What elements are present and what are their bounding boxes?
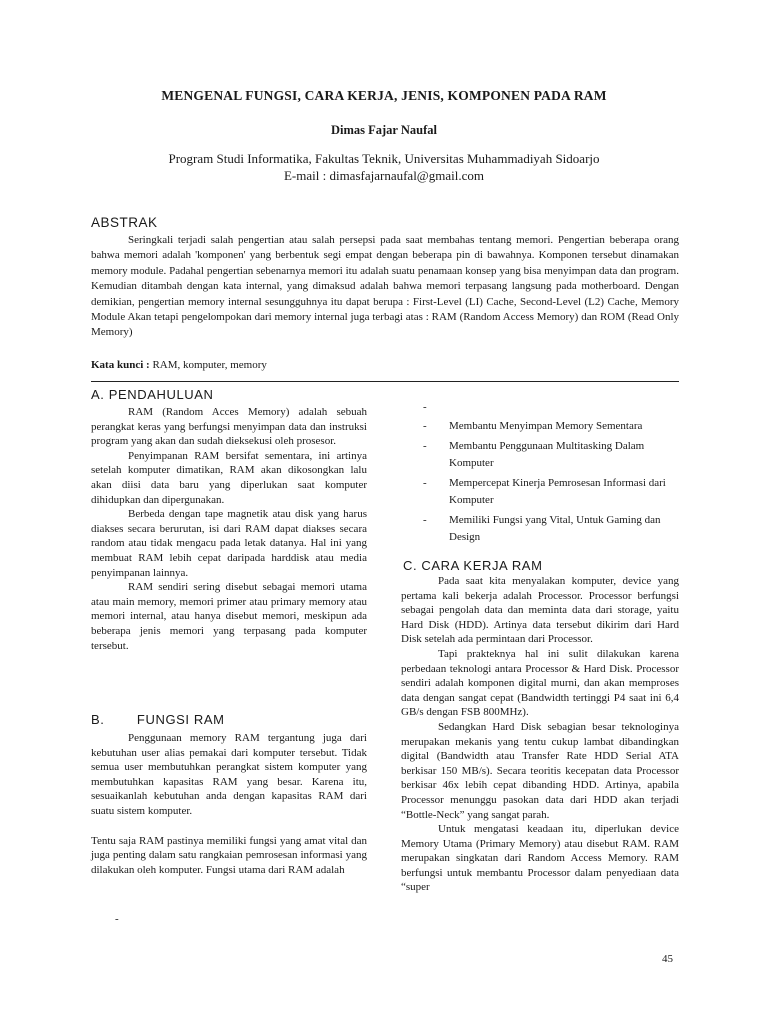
keywords <box>91 359 267 371</box>
list-dash: - <box>423 401 427 413</box>
section-a-paragraph: Penyimpanan RAM bersifat sementara, ini artinya setelah komputer dimatikan, RAM akan dikosongkan lalu akan diisi data baru yang diperlukan saat komputer dihidupkan dan dipergunakan. <box>91 449 367 506</box>
section-a-heading: A. PENDAHULUAN <box>91 387 214 402</box>
affiliation-block <box>0 150 768 184</box>
author-name: Dimas Fajar Naufal <box>330 123 437 137</box>
list-item <box>423 418 683 436</box>
page-number: 45 <box>662 953 673 965</box>
section-c-paragraph: Pada saat kita menyalakan komputer, device yang pertama kali bekerja adalah Processor. Processor berfungsi sebagai pengolah data dan meminta data dari storage, yaitu Hard Disk (HDD). Artinya data tersebut dikirim dari Hard Disk setelah ada permintaan dari Processor. <box>401 575 679 646</box>
section-b-number: B. <box>91 712 105 727</box>
list-item-text: Memiliki Fungsi yang Vital, Untuk Gaming dan Design <box>449 513 661 543</box>
list-item-text: Membantu Menyimpan Memory Sementara <box>449 420 643 432</box>
section-b-paragraph: Tentu saja RAM pastinya memiliki fungsi yang amat vital dan juga penting dalam satu rangkaian pemrosesan informasi yang dilakukan oleh komputer. Fungsi utama dari RAM adalah <box>91 834 367 876</box>
list-item <box>423 475 683 510</box>
list-item-text: Mempercepat Kinerja Pemrosesan Informasi dari Komputer <box>449 476 666 506</box>
list-item <box>423 512 683 547</box>
list-dash: - <box>423 439 427 452</box>
section-b-paragraph: Penggunaan memory RAM tergantung juga dari kebutuhan user alias pemakai dari komputer tersebut. Tidak semua user membutuhkan perangkat sistem komputer yang membutuhkan kapasitas RAM yang besar. Karena itu, sesuaikanlah kebutuhan anda dengan kapasitas RAM dari suatu sistem komputer. <box>91 732 367 817</box>
section-a-body <box>91 405 367 653</box>
section-c-paragraph: Tapi prakteknya hal ini sulit dilakukan karena perbedaan teknologi antara Processor & Hard Disk. Processor sendiri adalah komponen digital murni, dan akan memproses data dengan sangat cepat (Bandwidth tertinggi P4 saat ini 6,4 GB/s dengan FSB 800MHz). <box>401 647 679 719</box>
section-a-paragraph: RAM (Random Acces Memory) adalah sebuah perangkat keras yang berfungsi menyimpan data dan instruksi program yang akan dan sudah dieksekusi oleh prosesor. <box>91 406 367 448</box>
list-dash: - <box>423 476 427 489</box>
email: E-mail : dimasfajarnaufal@gmail.com <box>283 168 485 183</box>
list-item-text: Membantu Penggunaan Multitasking Dalam Komputer <box>449 439 645 469</box>
section-c-paragraph: Sedangkan Hard Disk sebagian besar teknologinya merupakan mekanis yang tentu cukup lambat dibandingkan digital (Bandwidth atau Transfer Rate HDD Serial ATA berkisar 150 MB/s). Secara teoritis kecepatan data Processor berkisar 46x lebih cepat dibanding HDD. Artinya, apabila Processor menunggu pasokan data dari HDD akan terjadi “Bottle-Neck” yang sangat parah. <box>401 720 679 821</box>
paper-title: MENGENAL FUNGSI, CARA KERJA, JENIS, KOMPONEN PADA RAM <box>161 88 607 103</box>
section-divider <box>91 381 679 382</box>
ram-function-list <box>423 418 683 547</box>
section-c-heading: C. CARA KERJA RAM <box>403 558 543 573</box>
section-b-body <box>91 731 367 877</box>
keywords-label: Kata kunci : <box>91 359 150 371</box>
list-dash: - <box>423 513 427 526</box>
list-item <box>423 438 683 473</box>
section-b-heading <box>91 712 225 727</box>
list-dash: - <box>423 420 427 432</box>
section-c-paragraph: Untuk mengatasi keadaan itu, diperlukan device Memory Utama (Primary Memory) atau disebut RAM. RAM merupakan singkatan dari Random Access Memory. RAM berfungsi untuk membantu Processor dalam penyediaan data “super <box>401 823 679 894</box>
affiliation: Program Studi Informatika, Fakultas Teknik, Universitas Muhammadiyah Sidoarjo <box>168 151 600 166</box>
list-dash: - <box>115 913 119 925</box>
section-a-paragraph: Berbeda dengan tape magnetik atau disk yang harus diakses secara berurutan, isi dari RAM dapat diakses secara random atau tidak mengacu pada letak datanya. Hal ini yang membuat RAM lebih cepat daripada harddisk atau media penyimpanan lainnya. <box>91 508 367 579</box>
section-b-title: FUNGSI RAM <box>136 712 225 727</box>
abstract-text: Seringkali terjadi salah pengertian atau salah persepsi pada saat membahas tentang memori. Pengertian beberapa orang bahwa memori adalah 'komponen' yang berbentuk segi empat dengan beberapa pin di bawahnya. Komponen tersebut dinamakan memory module. Padahal pengertian sebenarnya memori itu adalah suatu penamaan konsep yang bisa menyimpan data dan program. Kemudian ditambah dengan kata internal, yang dimaksud adalah bahwa memori terpasang langsung pada motherboard. Dengan demikian, pengertian memory internal sesungguhnya itu dapat berupa : First-Level (LI) Cache, Second-Level (L2) Cache, Memory Module Akan tetapi pengelompokan dari memory internal juga terbagi atas : RAM (Random Access Memory) dan ROM (Read Only Memory) <box>91 234 679 339</box>
section-a-paragraph: RAM sendiri sering disebut sebagai memori utama atau main memory, memori primer atau primary memory atau memori internal, atau hanya disebut memori, meskipun ada beberapa jenis memori yang terpasang pada komputer tersebut. <box>91 581 367 652</box>
abstract-body <box>91 233 679 341</box>
keywords-value: RAM, komputer, memory <box>152 359 267 371</box>
abstract-heading: ABSTRAK <box>91 215 158 230</box>
section-c-body <box>401 574 679 895</box>
